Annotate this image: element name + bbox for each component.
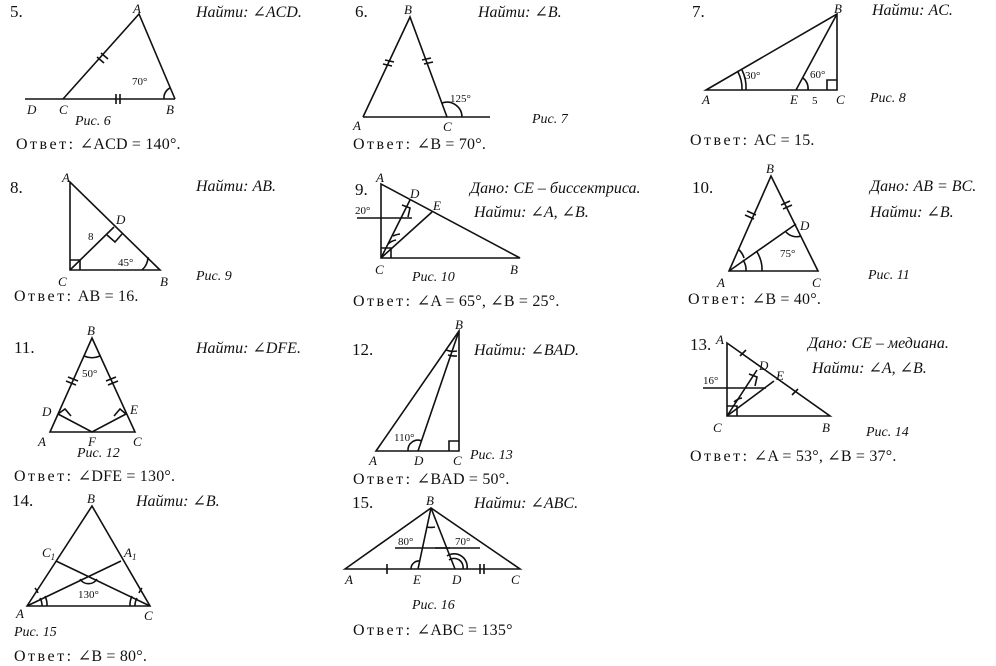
- triangle-abc: [376, 331, 459, 451]
- answer-text: Ответ: ∠ACD = 140°.: [16, 134, 181, 154]
- length-label: 8: [88, 231, 94, 243]
- point-label-e: E: [412, 572, 421, 587]
- point-label-d: D: [409, 186, 420, 201]
- angle-arc: [738, 72, 742, 90]
- point-label-c: C: [443, 119, 452, 134]
- angle-arc: [45, 596, 47, 606]
- figure-caption: Рис. 13: [470, 448, 513, 464]
- angle-arc: [164, 88, 170, 99]
- angle-label: 16°: [703, 375, 718, 387]
- triangle-abc: [381, 184, 520, 258]
- point-label-f: F: [87, 434, 97, 449]
- problem-number: 15.: [352, 493, 373, 513]
- point-label-a: A: [715, 332, 724, 347]
- figure-8: [701, 1, 845, 107]
- figure-6: [25, 1, 175, 117]
- answer-text: Ответ: ∠B = 70°.: [353, 134, 486, 154]
- task-text: Найти: AB.: [196, 178, 276, 196]
- answer-text: Ответ: ∠B = 40°.: [688, 289, 821, 309]
- figure-caption: Рис. 11: [868, 268, 910, 284]
- angle-label: 70°: [455, 536, 470, 548]
- answer-text: Ответ: AC = 15.: [690, 132, 815, 150]
- point-label-d: D: [413, 453, 424, 468]
- point-label-a: A: [368, 453, 377, 468]
- point-label-e: E: [789, 92, 798, 107]
- angle-arc: [448, 355, 457, 356]
- point-label-b: B: [455, 317, 463, 332]
- point-label-b: B: [166, 102, 174, 117]
- length-label: 5: [812, 95, 818, 107]
- figure-caption: Рис. 6: [75, 114, 111, 130]
- problem-number: 8.: [10, 178, 23, 198]
- point-label-d: D: [115, 212, 126, 227]
- point-label-e: E: [432, 198, 441, 213]
- figure-7: [352, 2, 490, 134]
- answer-text: Ответ: AB = 16.: [14, 288, 139, 306]
- answer-text: Ответ: ∠A = 65°, ∠B = 25°.: [353, 291, 560, 311]
- task-text: Дано: CE – биссектриса.: [470, 180, 641, 198]
- point-label-d: D: [799, 218, 810, 233]
- point-label-a: A: [701, 92, 710, 107]
- point-label-c: C: [836, 92, 845, 107]
- point-label-a: A: [375, 170, 384, 185]
- point-label-c: C: [511, 572, 520, 587]
- task-text-2: Найти: ∠A, ∠B.: [474, 202, 589, 222]
- point-label-c: C: [58, 274, 67, 289]
- problem-number: 10.: [692, 178, 713, 198]
- angle-arc: [84, 356, 100, 358]
- point-label-a: A: [132, 1, 141, 16]
- angle-label: 110°: [394, 432, 415, 444]
- angle-label: 20°: [355, 205, 370, 217]
- angle-arc: [734, 398, 742, 402]
- perpendiculars-df-fe: [58, 414, 126, 432]
- right-angle-mark: [449, 441, 459, 451]
- segment-bd: [418, 331, 459, 451]
- figure-caption: Рис. 7: [532, 112, 568, 128]
- point-label-c: C: [453, 453, 462, 468]
- point-label-a: A: [61, 170, 70, 185]
- point-label-a: A: [352, 118, 361, 133]
- point-label-e: E: [775, 368, 784, 383]
- point-label-a: A: [716, 275, 725, 290]
- triangle-abc: [345, 508, 520, 569]
- task-text: Дано: CE – медиана.: [808, 335, 949, 353]
- figure-caption: Рис. 8: [870, 91, 906, 107]
- point-label-d: D: [451, 572, 462, 587]
- problem-number: 6.: [355, 2, 368, 22]
- task-text: Дано: AB = BC.: [870, 178, 976, 196]
- point-label-b: B: [87, 491, 95, 506]
- point-label-b: B: [87, 323, 95, 338]
- point-label-a: A: [344, 572, 353, 587]
- problem-number: 9.: [355, 180, 368, 200]
- task-text: Найти: AC.: [872, 2, 953, 20]
- angle-arc: [743, 260, 746, 271]
- angle-arc: [142, 257, 148, 270]
- problem-number: 7.: [692, 2, 705, 22]
- angle-arc: [130, 596, 132, 606]
- tick-mark: [383, 64, 392, 66]
- segment-be: [418, 508, 431, 569]
- task-text: Найти: ∠B.: [136, 491, 220, 511]
- problem-number: 14.: [12, 491, 33, 511]
- point-label-c1: $C_1$: [42, 545, 55, 562]
- angle-label: 80°: [398, 536, 413, 548]
- right-angle-mark: [827, 80, 837, 90]
- angle-label: 30°: [745, 70, 760, 82]
- task-text: Найти: ∠DFE.: [196, 338, 301, 358]
- answer-text: Ответ: ∠ABC = 135°: [353, 620, 513, 640]
- point-label-b: B: [160, 274, 168, 289]
- figure-11: [716, 161, 821, 290]
- figure-caption: Рис. 14: [866, 425, 909, 441]
- angle-label: 70°: [132, 76, 147, 88]
- point-label-c: C: [812, 275, 821, 290]
- figure-12: [37, 323, 142, 449]
- figure-caption: Рис. 9: [196, 269, 232, 285]
- point-label-e: E: [129, 402, 138, 417]
- point-label-b: B: [822, 420, 830, 435]
- point-label-c: C: [375, 262, 384, 277]
- point-label-b: B: [426, 493, 434, 508]
- point-label-c: C: [59, 102, 68, 117]
- task-text-2: Найти: ∠B.: [870, 202, 954, 222]
- figure-caption: Рис. 10: [412, 270, 455, 286]
- angle-label: 45°: [118, 257, 133, 269]
- angle-label: 130°: [78, 589, 99, 601]
- tick-mark: [424, 62, 433, 64]
- point-label-d: D: [26, 102, 37, 117]
- bisector-ce: [381, 212, 432, 258]
- figure-15: [15, 491, 153, 623]
- median-ce: [727, 381, 774, 416]
- answer-text: Ответ: ∠B = 80°.: [14, 646, 147, 666]
- answer-text: Ответ: ∠DFE = 130°.: [14, 466, 175, 486]
- task-text: Найти: ∠B.: [478, 2, 562, 22]
- point-label-c: C: [144, 608, 153, 623]
- height-cd: [381, 200, 410, 258]
- point-label-a: A: [37, 434, 46, 449]
- angle-arc: [446, 350, 457, 351]
- angle-label: 75°: [780, 248, 795, 260]
- figure-13: [368, 317, 463, 468]
- angle-label: 50°: [82, 368, 97, 380]
- angle-arc: [803, 78, 808, 90]
- right-angle-mark: [107, 234, 122, 242]
- point-label-b: B: [766, 161, 774, 176]
- figure-caption: Рис. 15: [14, 625, 57, 641]
- triangle-sides: [63, 14, 175, 99]
- point-label-d: D: [758, 358, 769, 373]
- angle-arc: [738, 249, 744, 258]
- answer-text: Ответ: ∠A = 53°, ∠B = 37°.: [690, 446, 897, 466]
- task-text: Найти: ∠BAD.: [474, 340, 579, 360]
- point-label-a: A: [15, 606, 24, 621]
- figure-caption: Рис. 12: [77, 446, 120, 462]
- problem-number: 5.: [10, 2, 23, 22]
- tick-mark: [422, 58, 431, 60]
- point-label-c: C: [133, 434, 142, 449]
- angle-label: 60°: [810, 69, 825, 81]
- tick-mark: [385, 60, 394, 62]
- problem-number: 11.: [14, 338, 35, 358]
- point-label-a1: $A_1$: [123, 545, 136, 562]
- point-label-b: B: [404, 2, 412, 17]
- task-text-2: Найти: ∠A, ∠B.: [812, 358, 927, 378]
- problem-number: 12.: [352, 340, 373, 360]
- task-text: Найти: ∠ABC.: [474, 493, 578, 513]
- task-text: Найти: ∠ACD.: [196, 2, 302, 22]
- angle-label: 125°: [450, 93, 471, 105]
- angle-arc: [393, 234, 400, 236]
- triangle-sides: [363, 17, 447, 117]
- answer-text: Ответ: ∠BAD = 50°.: [353, 469, 510, 489]
- figure-9: [58, 170, 168, 289]
- figure-14: [703, 332, 830, 435]
- triangle-abc: [50, 338, 135, 432]
- problem-number: 13.: [690, 335, 711, 355]
- point-label-b: B: [834, 1, 842, 16]
- figure-caption: Рис. 16: [412, 598, 455, 614]
- point-label-c: C: [713, 420, 722, 435]
- point-label-d: D: [41, 404, 52, 419]
- figure-16: [344, 493, 520, 587]
- height-cd: [727, 370, 757, 416]
- point-label-b: B: [510, 262, 518, 277]
- angle-arc: [757, 252, 762, 271]
- figure-10: [355, 170, 520, 277]
